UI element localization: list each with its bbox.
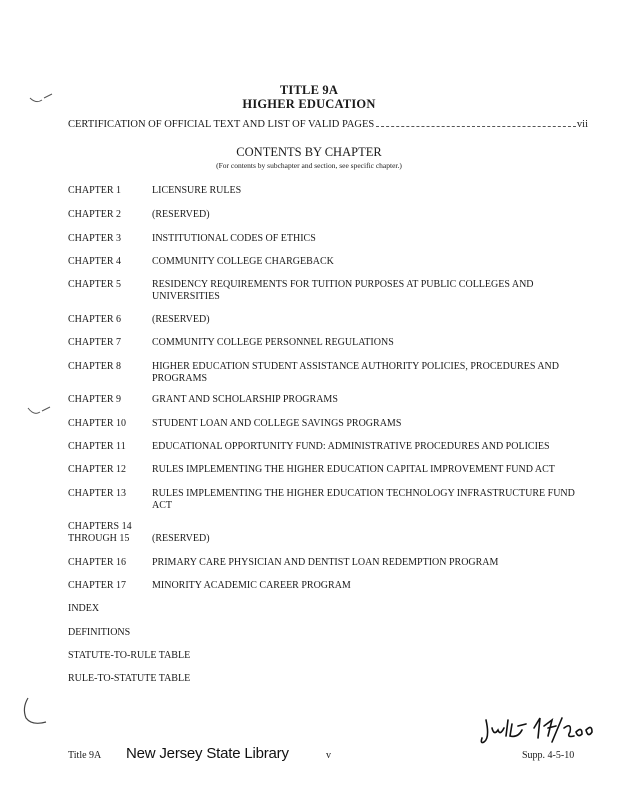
chapter-label: CHAPTER 8 (68, 361, 122, 372)
contents-note: (For contents by subchapter and section, see specific chapter.) (216, 161, 402, 170)
chapter-title: COMMUNITY COLLEGE PERSONNEL REGULATIONS (152, 337, 394, 348)
margin-tick-mark (28, 92, 54, 106)
title-number: TITLE 9A (279, 83, 339, 97)
chapter-label: CHAPTERS 14 THROUGH 15 (68, 521, 132, 544)
chapter-title: GRANT AND SCHOLARSHIP PROGRAMS (152, 394, 338, 405)
chapter-label: CHAPTER 9 (68, 394, 122, 405)
chapter-title: COMMUNITY COLLEGE CHARGEBACK (152, 256, 334, 267)
chapter-title: RESIDENCY REQUIREMENTS FOR TUITION PURPOSES AT PUBLIC COLLEGES AND UNIVERSITIES (152, 279, 534, 302)
chapter-title: RULES IMPLEMENTING THE HIGHER EDUCATION TECHNOLOGY INFRASTRUCTURE FUND ACT (152, 488, 575, 511)
chapter-title: (RESERVED) (152, 533, 210, 544)
chapter-label: CHAPTER 11 (68, 441, 126, 452)
page-number: v (326, 750, 331, 761)
chapter-title: (RESERVED) (152, 209, 210, 220)
chapter-label: CHAPTER 17 (68, 580, 127, 591)
certification-text: CERTIFICATION OF OFFICIAL TEXT AND LIST OF VALID PAGES (68, 119, 375, 130)
chapter-title: PRIMARY CARE PHYSICIAN AND DENTIST LOAN REDEMPTION PROGRAM (152, 557, 499, 568)
margin-tick-mark (26, 404, 52, 418)
chapter-label: CHAPTER 6 (68, 314, 122, 325)
chapter-label: CHAPTER 5 (68, 279, 122, 290)
chapter-label: CHAPTER 13 (68, 488, 127, 499)
chapter-label: CHAPTER 4 (68, 256, 122, 267)
chapter-label: CHAPTER 2 (68, 209, 122, 220)
chapter-title: EDUCATIONAL OPPORTUNITY FUND: ADMINISTRATIVE PROCEDURES AND POLICIES (152, 441, 550, 452)
margin-bracket-mark (20, 696, 50, 728)
chapter-label: CHAPTER 12 (68, 464, 127, 475)
section-label: DEFINITIONS (68, 627, 131, 638)
section-label: RULE-TO-STATUTE TABLE (68, 673, 191, 684)
library-stamp: New Jersey State Library (126, 745, 289, 762)
chapter-label: CHAPTER 1 (68, 185, 122, 196)
chapter-title: (RESERVED) (152, 314, 210, 325)
chapter-title: RULES IMPLEMENTING THE HIGHER EDUCATION CAPITAL IMPROVEMENT FUND ACT (152, 464, 555, 475)
chapter-title: HIGHER EDUCATION STUDENT ASSISTANCE AUTHORITY POLICIES, PROCEDURES AND PROGRAMS (152, 361, 559, 384)
chapter-title: MINORITY ACADEMIC CAREER PROGRAM (152, 580, 351, 591)
section-label: STATUTE-TO-RULE TABLE (68, 650, 191, 661)
certification-page: vii (576, 119, 588, 130)
supplement-date: Supp. 4-5-10 (522, 750, 575, 761)
chapter-title: INSTITUTIONAL CODES OF ETHICS (152, 233, 316, 244)
chapter-label: CHAPTER 3 (68, 233, 122, 244)
chapter-title: STUDENT LOAN AND COLLEGE SAVINGS PROGRAMS (152, 418, 402, 429)
contents-heading: CONTENTS BY CHAPTER (236, 145, 382, 159)
chapter-label: CHAPTER 10 (68, 418, 127, 429)
chapter-label: CHAPTER 16 (68, 557, 127, 568)
certification-line (68, 119, 588, 130)
footer-title: Title 9A (68, 750, 102, 761)
handwritten-signature-image (478, 714, 598, 748)
chapter-label: CHAPTER 7 (68, 337, 122, 348)
dot-leader (376, 126, 576, 127)
chapter-title: LICENSURE RULES (152, 185, 242, 196)
section-label: INDEX (68, 603, 100, 614)
title-name: HIGHER EDUCATION (242, 97, 376, 111)
